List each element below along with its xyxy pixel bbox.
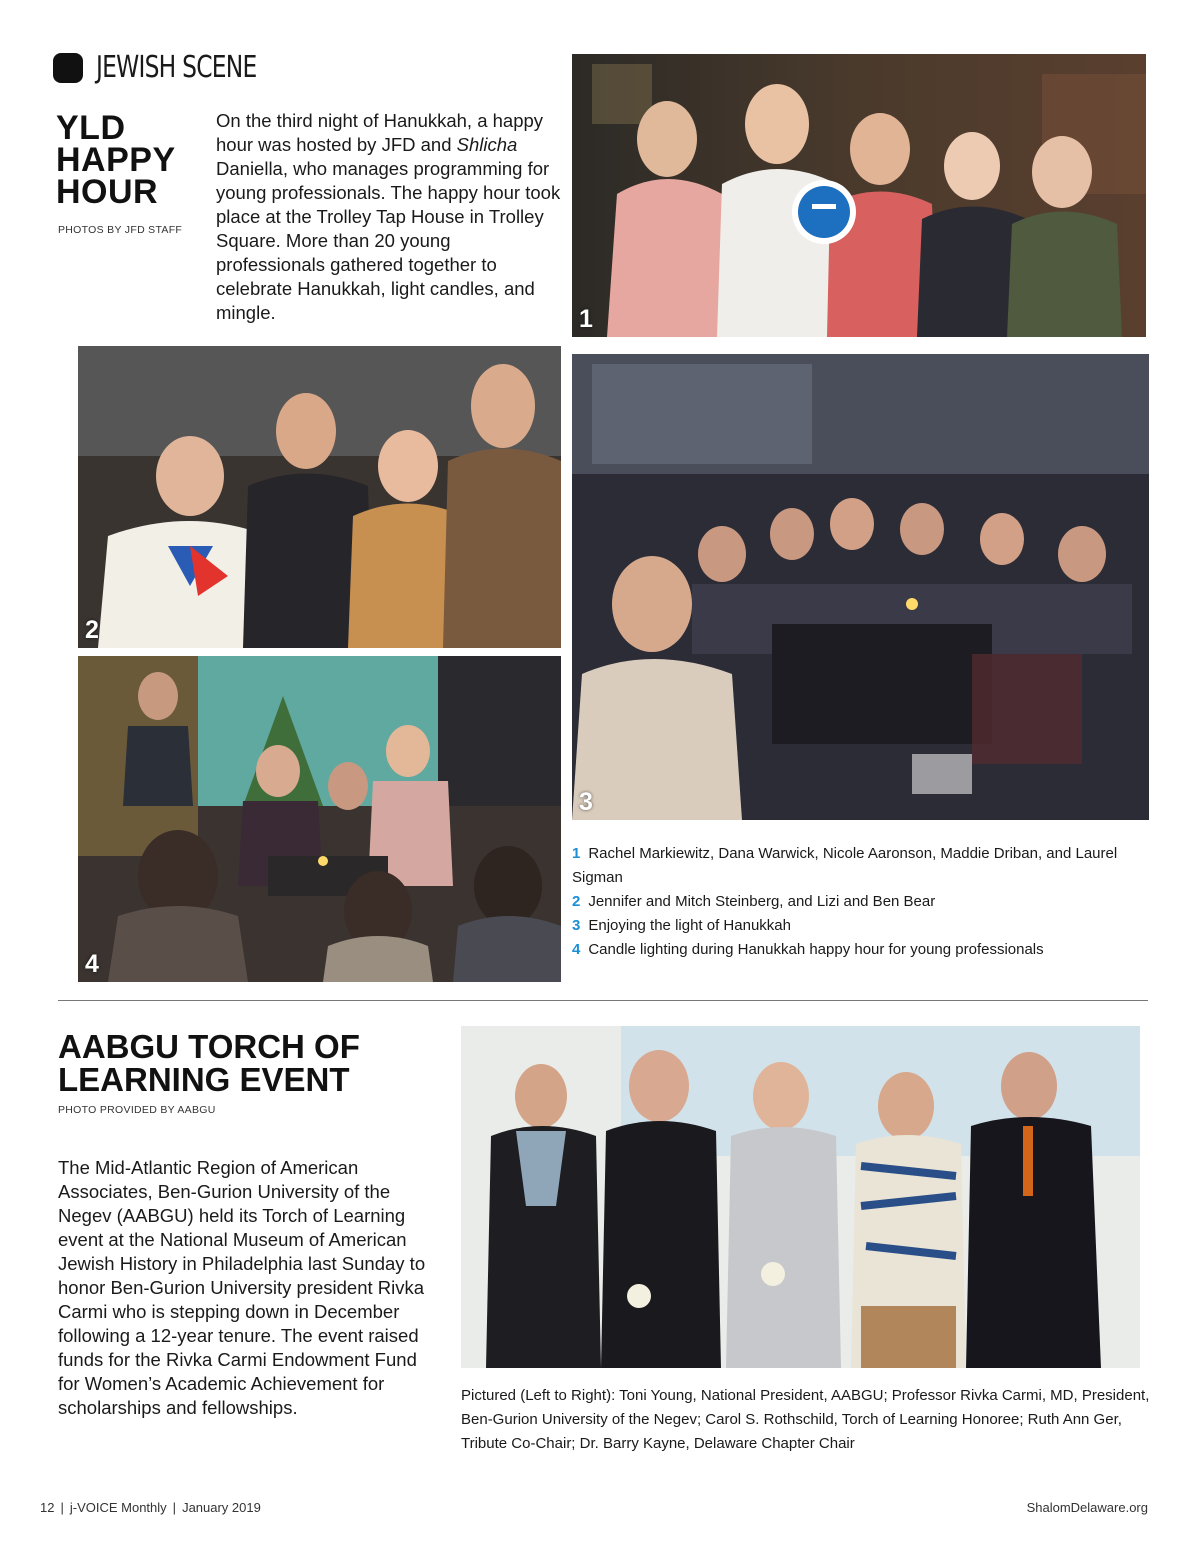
issue-date: January 2019 — [182, 1500, 261, 1515]
aabgu-photo-image — [461, 1026, 1140, 1368]
footer-separator-2: | — [172, 1500, 177, 1515]
publication-name: j-VOICE Monthly — [69, 1500, 167, 1515]
caption-2 — [572, 890, 1152, 914]
aabgu-body-text: The Mid-Atlantic Region of American Associates, Ben-Gurion University of the Negev (AABGU) held its Torch of Learning event at the National Museum of American Jewish History in Philadelphia last Sunday to honor Ben-Gurion University president Rivka Carmi who is stepping down in December following a 12-year tenure. The event raised funds for the Rivka Carmi Endowment Fund for Women’s Academic Achievement for scholarships and fellowships. — [58, 1157, 426, 1418]
caption-1-text: Rachel Markiewitz, Dana Warwick, Nicole Aaronson, Maddie Driban, and Laurel Sigman — [572, 845, 1118, 886]
caption-4-number: 4 — [572, 941, 581, 958]
photo-4-number: 4 — [85, 950, 99, 978]
caption-2-text: Jennifer and Mitch Steinberg, and Lizi and Ben Bear — [588, 893, 936, 910]
caption-1-number: 1 — [572, 845, 581, 862]
aabgu-photo-credit: PHOTO PROVIDED BY AABGU — [58, 1104, 216, 1116]
footer-left — [40, 1500, 267, 1515]
yld-headline-line-2: HAPPY — [56, 141, 176, 179]
caption-2-number: 2 — [572, 893, 581, 910]
photo-2 — [78, 346, 561, 648]
caption-3-number: 3 — [572, 917, 581, 934]
section-title: JEWISH SCENE — [96, 50, 257, 85]
caption-4 — [572, 938, 1152, 962]
photo-3-image — [572, 354, 1149, 820]
photo-1-image — [572, 54, 1146, 337]
photo-1-number: 1 — [579, 305, 593, 333]
intro-italic-term: Shlicha — [456, 134, 518, 155]
photo-4-image — [78, 656, 561, 982]
photo-4 — [78, 656, 561, 982]
footer-separator-1: | — [60, 1500, 64, 1515]
aabgu-headline-line-2: LEARNING EVENT — [58, 1061, 350, 1098]
section-marker-icon — [53, 53, 83, 83]
aabgu-photo — [461, 1026, 1140, 1368]
yld-headline — [56, 109, 176, 211]
footer-site-link[interactable]: ShalomDelaware.org — [1026, 1500, 1148, 1515]
caption-4-text: Candle lighting during Hanukkah happy hour for young professionals — [588, 941, 1044, 958]
caption-3-text: Enjoying the light of Hanukkah — [588, 917, 791, 934]
aabgu-headline — [58, 1030, 360, 1096]
photo-3 — [572, 354, 1149, 820]
photo-2-number: 2 — [85, 616, 99, 644]
photo-1 — [572, 54, 1146, 337]
caption-3 — [572, 914, 1152, 938]
caption-1 — [572, 842, 1152, 890]
aabgu-headline-line-1: AABGU TORCH OF — [58, 1028, 360, 1065]
intro-part-2: Daniella, who manages programming for young professionals. The happy hour took place at the Trolley Tap House in Trolley Square. More than 20 young professionals gathered together to celebrate Hanukkah, light candles, and mingle. — [216, 158, 561, 323]
yld-headline-line-1: YLD — [56, 109, 126, 147]
yld-captions — [572, 842, 1152, 962]
intro-part-1: On the third night of Hanukkah, a happy hour was hosted by JFD and — [216, 110, 544, 155]
photo-3-number: 3 — [579, 788, 593, 816]
yld-headline-line-3: HOUR — [56, 173, 159, 211]
page-number: 12 — [40, 1500, 55, 1515]
photo-2-image — [78, 346, 561, 648]
aabgu-caption: Pictured (Left to Right): Toni Young, National President, AABGU; Professor Rivka Carmi, MD, President, Ben-Gurion University of the Negev; Carol S. Rothschild, Torch of Learning Honoree; Ruth Ann Ger, Tribute Co-Chair; Dr. Barry Kayne, Delaware Chapter Chair — [461, 1387, 1150, 1452]
yld-photo-credit: PHOTOS BY JFD STAFF — [58, 224, 183, 236]
yld-intro-text — [216, 109, 561, 325]
section-divider — [58, 1000, 1148, 1001]
